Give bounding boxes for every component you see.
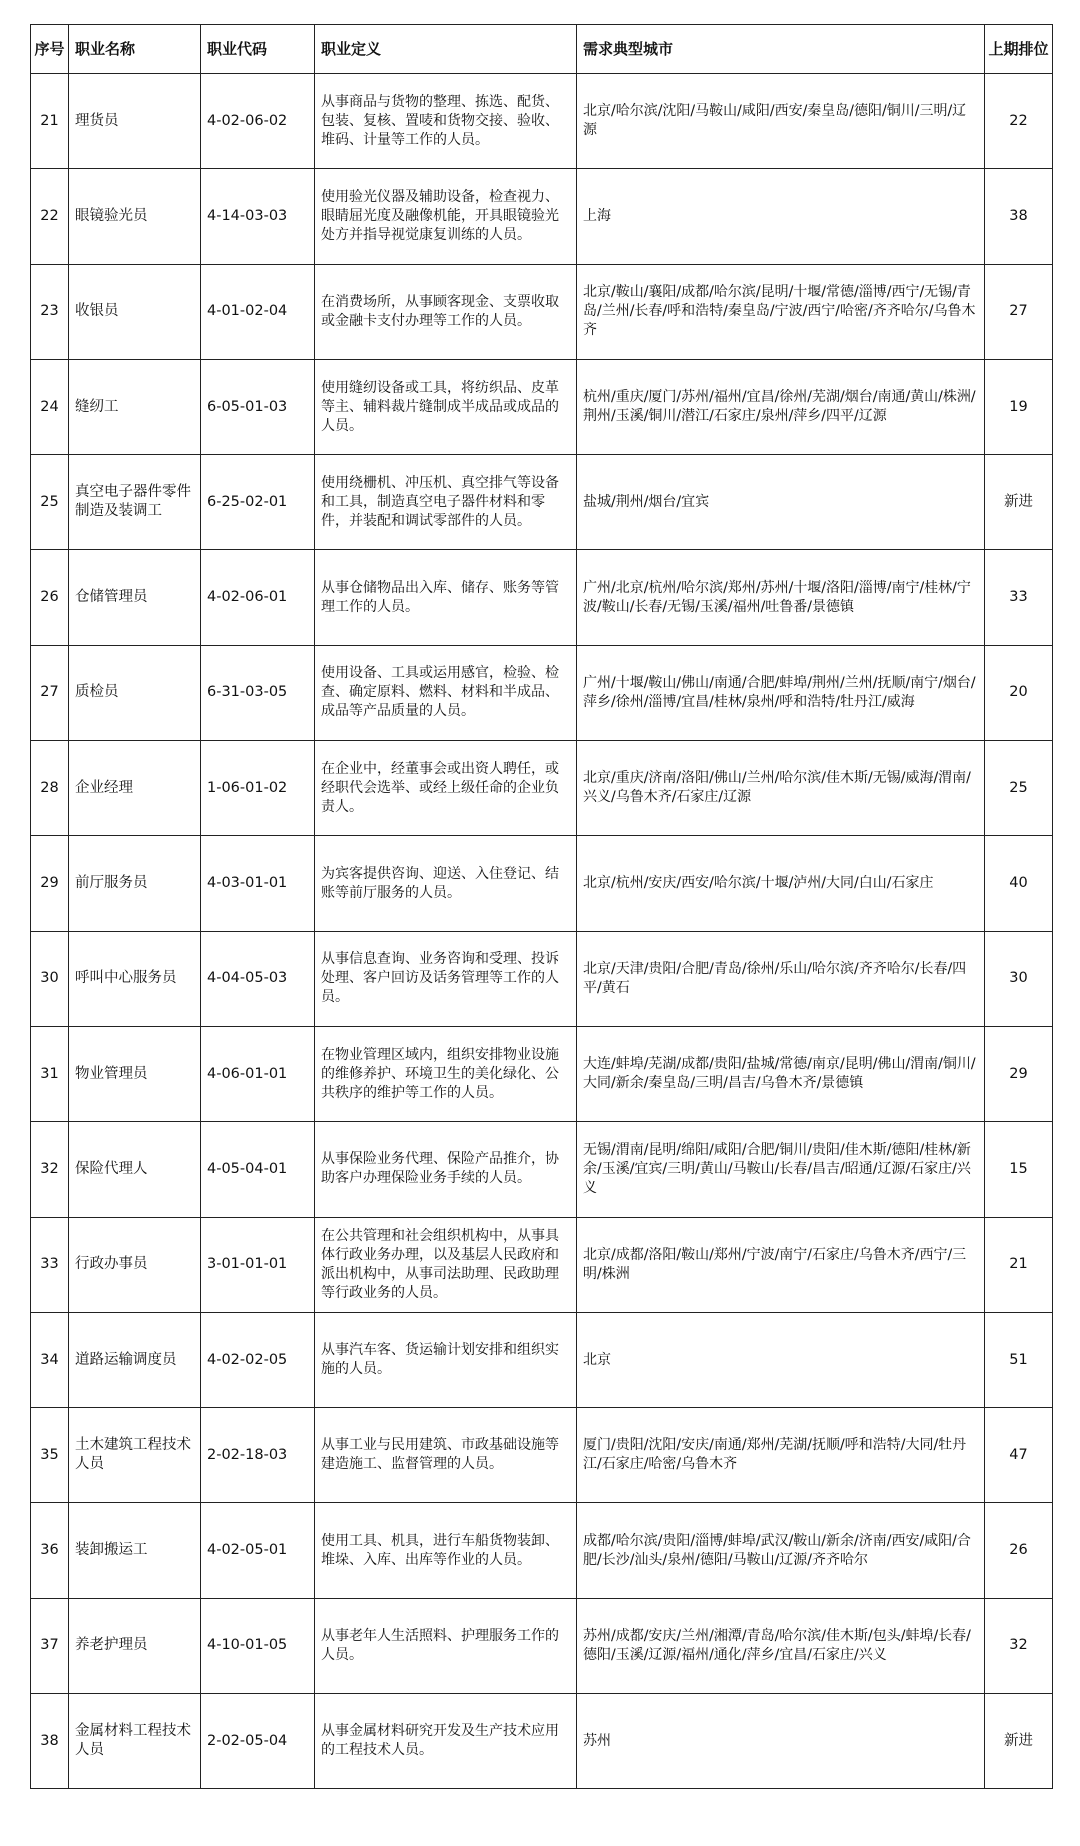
row-cities: 北京/杭州/安庆/西安/哈尔滨/十堰/泸州/大同/白山/石家庄 [577, 836, 985, 931]
row-definition: 使用验光仪器及辅助设备，检查视力、眼睛屈光度及融像机能，开具眼镜验光处方并指导视觉康复训练的人员。 [315, 169, 577, 264]
row-seq: 24 [31, 359, 69, 454]
row-seq: 34 [31, 1312, 69, 1407]
table-row [31, 1503, 1053, 1598]
row-occupation-code: 4-04-05-03 [201, 931, 315, 1026]
row-prev-rank: 40 [985, 836, 1053, 931]
row-prev-rank: 47 [985, 1408, 1053, 1503]
table-row [31, 741, 1053, 836]
row-seq: 32 [31, 1122, 69, 1217]
row-prev-rank: 30 [985, 931, 1053, 1026]
table-row [31, 1694, 1053, 1789]
row-occupation-name: 行政办事员 [69, 1217, 201, 1312]
row-seq: 25 [31, 455, 69, 550]
row-occupation-code: 6-25-02-01 [201, 455, 315, 550]
row-cities: 北京/哈尔滨/沈阳/马鞍山/咸阳/西安/秦皇岛/德阳/铜川/三明/辽源 [577, 74, 985, 169]
row-occupation-code: 6-31-03-05 [201, 645, 315, 740]
table-row [31, 1026, 1053, 1121]
row-prev-rank: 27 [985, 264, 1053, 359]
row-definition: 从事工业与民用建筑、市政基础设施等建造施工、监督管理的人员。 [315, 1408, 577, 1503]
row-prev-rank: 新进 [985, 455, 1053, 550]
table-row [31, 931, 1053, 1026]
row-occupation-name: 养老护理员 [69, 1598, 201, 1693]
row-occupation-code: 2-02-18-03 [201, 1408, 315, 1503]
occupation-demand-table-page [30, 24, 1052, 1789]
row-cities: 无锡/渭南/昆明/绵阳/咸阳/合肥/铜川/贵阳/佳木斯/德阳/桂林/新余/玉溪/宜宾/三明/黄山/马鞍山/长春/昌吉/昭通/辽源/石家庄/兴义 [577, 1122, 985, 1217]
row-prev-rank: 20 [985, 645, 1053, 740]
row-cities: 广州/十堰/鞍山/佛山/南通/合肥/蚌埠/荆州/兰州/抚顺/南宁/烟台/萍乡/徐州/淄博/宜昌/桂林/泉州/呼和浩特/牡丹江/威海 [577, 645, 985, 740]
header-cities: 需求典型城市 [577, 25, 985, 74]
header-code: 职业代码 [201, 25, 315, 74]
row-occupation-name: 道路运输调度员 [69, 1312, 201, 1407]
occupation-table [30, 24, 1053, 1789]
row-cities: 北京/天津/贵阳/合肥/青岛/徐州/乐山/哈尔滨/齐齐哈尔/长春/四平/黄石 [577, 931, 985, 1026]
table-row [31, 836, 1053, 931]
row-seq: 33 [31, 1217, 69, 1312]
row-seq: 29 [31, 836, 69, 931]
row-prev-rank: 19 [985, 359, 1053, 454]
table-row [31, 169, 1053, 264]
table-row [31, 264, 1053, 359]
row-occupation-code: 4-02-02-05 [201, 1312, 315, 1407]
row-cities: 成都/哈尔滨/贵阳/淄博/蚌埠/武汉/鞍山/新余/济南/西安/咸阳/合肥/长沙/汕头/泉州/德阳/马鞍山/辽源/齐齐哈尔 [577, 1503, 985, 1598]
table-row [31, 1408, 1053, 1503]
row-seq: 22 [31, 169, 69, 264]
table-row [31, 1217, 1053, 1312]
row-definition: 使用缝纫设备或工具，将纺织品、皮革等主、辅料裁片缝制成半成品或成品的人员。 [315, 359, 577, 454]
table-row [31, 455, 1053, 550]
table-row [31, 645, 1053, 740]
row-definition: 使用工具、机具，进行车船货物装卸、堆垛、入库、出库等作业的人员。 [315, 1503, 577, 1598]
row-prev-rank: 29 [985, 1026, 1053, 1121]
row-seq: 28 [31, 741, 69, 836]
row-occupation-code: 4-01-02-04 [201, 264, 315, 359]
row-prev-rank: 21 [985, 1217, 1053, 1312]
row-cities: 杭州/重庆/厦门/苏州/福州/宜昌/徐州/芜湖/烟台/南通/黄山/株洲/荆州/玉溪/铜川/潜江/石家庄/泉州/萍乡/四平/辽源 [577, 359, 985, 454]
row-cities: 北京 [577, 1312, 985, 1407]
header-seq: 序号 [31, 25, 69, 74]
row-prev-rank: 38 [985, 169, 1053, 264]
row-seq: 27 [31, 645, 69, 740]
row-seq: 35 [31, 1408, 69, 1503]
row-occupation-name: 企业经理 [69, 741, 201, 836]
row-definition: 使用设备、工具或运用感官，检验、检查、确定原料、燃料、材料和半成品、成品等产品质量的人员。 [315, 645, 577, 740]
row-occupation-code: 2-02-05-04 [201, 1694, 315, 1789]
table-row [31, 1122, 1053, 1217]
row-definition: 从事汽车客、货运输计划安排和组织实施的人员。 [315, 1312, 577, 1407]
row-definition: 从事保险业务代理、保险产品推介，协助客户办理保险业务手续的人员。 [315, 1122, 577, 1217]
row-definition: 从事仓储物品出入库、储存、账务等管理工作的人员。 [315, 550, 577, 645]
header-definition: 职业定义 [315, 25, 577, 74]
row-prev-rank: 26 [985, 1503, 1053, 1598]
row-occupation-name: 金属材料工程技术人员 [69, 1694, 201, 1789]
row-definition: 从事信息查询、业务咨询和受理、投诉处理、客户回访及话务管理等工作的人员。 [315, 931, 577, 1026]
row-occupation-name: 物业管理员 [69, 1026, 201, 1121]
row-occupation-code: 4-02-06-01 [201, 550, 315, 645]
row-occupation-code: 6-05-01-03 [201, 359, 315, 454]
row-prev-rank: 新进 [985, 1694, 1053, 1789]
row-definition: 从事商品与货物的整理、拣选、配货、包装、复核、置唛和货物交接、验收、堆码、计量等工作的人员。 [315, 74, 577, 169]
table-row [31, 1312, 1053, 1407]
row-cities: 北京/鞍山/襄阳/成都/哈尔滨/昆明/十堰/常德/淄博/西宁/无锡/青岛/兰州/长春/呼和浩特/秦皇岛/宁波/西宁/哈密/齐齐哈尔/乌鲁木齐 [577, 264, 985, 359]
row-seq: 36 [31, 1503, 69, 1598]
row-definition: 在企业中，经董事会或出资人聘任，或经职代会选举、或经上级任命的企业负责人。 [315, 741, 577, 836]
row-occupation-name: 眼镜验光员 [69, 169, 201, 264]
row-occupation-code: 4-10-01-05 [201, 1598, 315, 1693]
row-definition: 在物业管理区域内，组织安排物业设施的维修养护、环境卫生的美化绿化、公共秩序的维护等工作的人员。 [315, 1026, 577, 1121]
row-occupation-code: 1-06-01-02 [201, 741, 315, 836]
row-cities: 北京/重庆/济南/洛阳/佛山/兰州/哈尔滨/佳木斯/无锡/威海/渭南/兴义/乌鲁木齐/石家庄/辽源 [577, 741, 985, 836]
row-occupation-code: 4-02-06-02 [201, 74, 315, 169]
row-occupation-code: 3-01-01-01 [201, 1217, 315, 1312]
row-occupation-name: 保险代理人 [69, 1122, 201, 1217]
row-prev-rank: 15 [985, 1122, 1053, 1217]
row-occupation-name: 理货员 [69, 74, 201, 169]
row-definition: 使用绕栅机、冲压机、真空排气等设备和工具，制造真空电子器件材料和零件，并装配和调试零部件的人员。 [315, 455, 577, 550]
table-row [31, 359, 1053, 454]
row-definition: 在消费场所，从事顾客现金、支票收取或金融卡支付办理等工作的人员。 [315, 264, 577, 359]
row-seq: 31 [31, 1026, 69, 1121]
row-seq: 26 [31, 550, 69, 645]
row-occupation-name: 真空电子器件零件制造及装调工 [69, 455, 201, 550]
row-occupation-name: 仓储管理员 [69, 550, 201, 645]
row-occupation-name: 土木建筑工程技术人员 [69, 1408, 201, 1503]
table-row [31, 550, 1053, 645]
row-occupation-name: 前厅服务员 [69, 836, 201, 931]
row-occupation-name: 呼叫中心服务员 [69, 931, 201, 1026]
table-row [31, 74, 1053, 169]
row-occupation-name: 质检员 [69, 645, 201, 740]
row-occupation-code: 4-14-03-03 [201, 169, 315, 264]
row-prev-rank: 22 [985, 74, 1053, 169]
row-cities: 盐城/荆州/烟台/宜宾 [577, 455, 985, 550]
row-definition: 从事老年人生活照料、护理服务工作的人员。 [315, 1598, 577, 1693]
row-definition: 在公共管理和社会组织机构中，从事具体行政业务办理，以及基层人民政府和派出机构中，从事司法助理、民政助理等行政业务的人员。 [315, 1217, 577, 1312]
row-seq: 38 [31, 1694, 69, 1789]
row-occupation-code: 4-05-04-01 [201, 1122, 315, 1217]
row-occupation-name: 缝纫工 [69, 359, 201, 454]
row-occupation-name: 装卸搬运工 [69, 1503, 201, 1598]
row-prev-rank: 25 [985, 741, 1053, 836]
row-cities: 北京/成都/洛阳/鞍山/郑州/宁波/南宁/石家庄/乌鲁木齐/西宁/三明/株洲 [577, 1217, 985, 1312]
row-cities: 苏州 [577, 1694, 985, 1789]
row-seq: 23 [31, 264, 69, 359]
row-cities: 厦门/贵阳/沈阳/安庆/南通/郑州/芜湖/抚顺/呼和浩特/大同/牡丹江/石家庄/哈密/乌鲁木齐 [577, 1408, 985, 1503]
header-name: 职业名称 [69, 25, 201, 74]
table-header-row [31, 25, 1053, 74]
row-occupation-code: 4-03-01-01 [201, 836, 315, 931]
row-occupation-code: 4-02-05-01 [201, 1503, 315, 1598]
row-definition: 从事金属材料研究开发及生产技术应用的工程技术人员。 [315, 1694, 577, 1789]
row-occupation-code: 4-06-01-01 [201, 1026, 315, 1121]
table-row [31, 1598, 1053, 1693]
row-cities: 上海 [577, 169, 985, 264]
row-seq: 30 [31, 931, 69, 1026]
header-prev-rank: 上期排位 [985, 25, 1053, 74]
row-definition: 为宾客提供咨询、迎送、入住登记、结账等前厅服务的人员。 [315, 836, 577, 931]
row-occupation-name: 收银员 [69, 264, 201, 359]
row-prev-rank: 32 [985, 1598, 1053, 1693]
row-prev-rank: 33 [985, 550, 1053, 645]
row-cities: 大连/蚌埠/芜湖/成都/贵阳/盐城/常德/南京/昆明/佛山/渭南/铜川/大同/新余/秦皇岛/三明/昌吉/乌鲁木齐/景德镇 [577, 1026, 985, 1121]
row-cities: 苏州/成都/安庆/兰州/湘潭/青岛/哈尔滨/佳木斯/包头/蚌埠/长春/德阳/玉溪/辽源/福州/通化/萍乡/宜昌/石家庄/兴义 [577, 1598, 985, 1693]
row-seq: 21 [31, 74, 69, 169]
row-seq: 37 [31, 1598, 69, 1693]
row-cities: 广州/北京/杭州/哈尔滨/郑州/苏州/十堰/洛阳/淄博/南宁/桂林/宁波/鞍山/长春/无锡/玉溪/福州/吐鲁番/景德镇 [577, 550, 985, 645]
row-prev-rank: 51 [985, 1312, 1053, 1407]
